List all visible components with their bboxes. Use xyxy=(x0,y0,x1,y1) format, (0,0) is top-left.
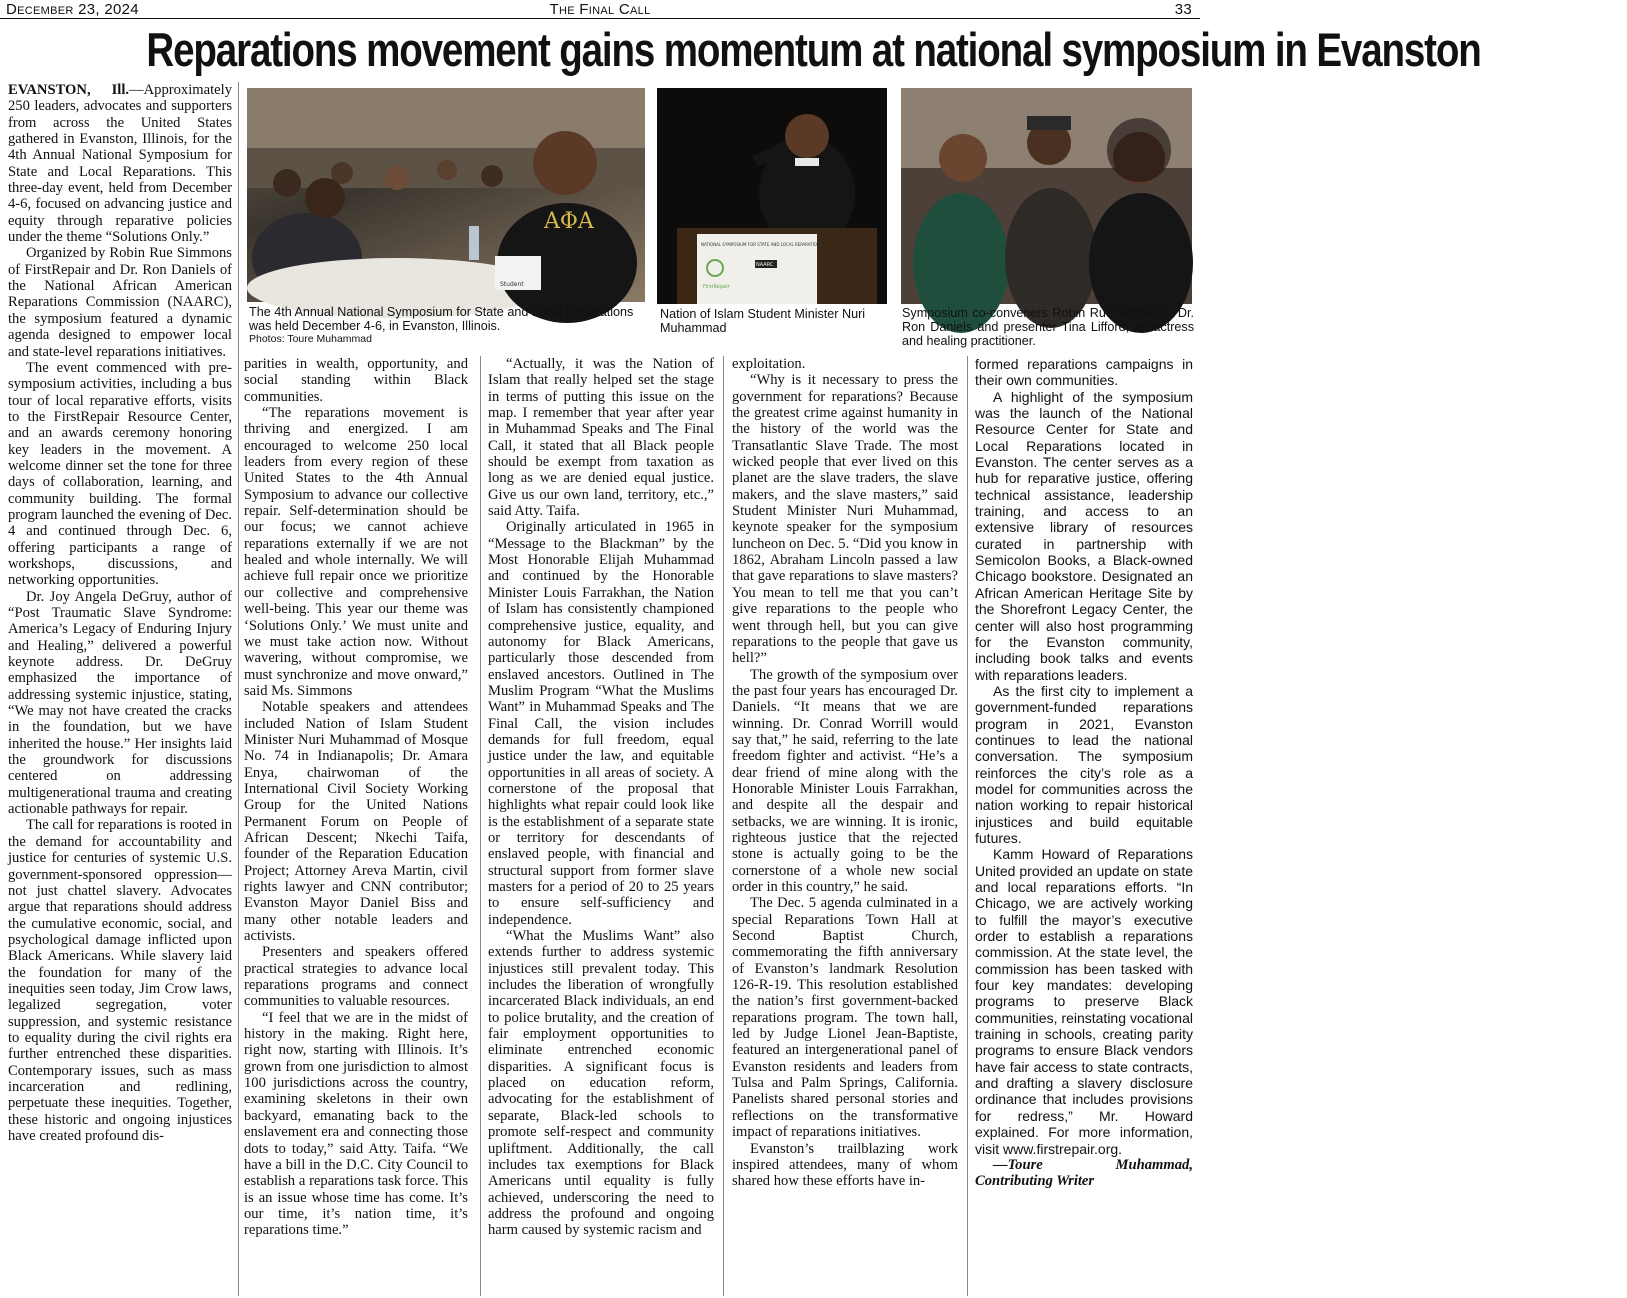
paragraph: As the first city to implement a government-funded reparations program in 2021, Evanston continues to lead the national conversation. The symposium reinforces the city’s role as a model for communities across the nation working to repair historical injustices and build equitable futures. xyxy=(975,682,1193,846)
paragraph: “Actually, it was the Nation of Islam that really helped set the stage in terms of putting this issue on the map. I remember that year after year in Muhammad Speaks and The Final Call, it stated that all Black people should be exempt from taxation as long as we are denied equal justice. Give us our own land, territory, etc.,” said Atty. Taifa. xyxy=(488,356,714,520)
issue-date: December 23, 2024 xyxy=(6,1,139,18)
column-rule xyxy=(480,356,481,1296)
paragraph: Evanston’s trailblazing work inspired attendees, many of whom shared how these efforts have in- xyxy=(732,1140,958,1190)
article-column-2 xyxy=(244,356,468,1296)
caption-text-1: The 4th Annual National Symposium for State and Local Reparations was held December 4-6, in Evanston, Illinois. xyxy=(249,305,634,333)
article-column-5 xyxy=(975,356,1193,1296)
paragraph: exploitation. xyxy=(732,356,806,372)
headline-text: Reparations movement gains momentum at national symposium in Evanston xyxy=(146,23,1481,76)
podium-logo2-text: NAARC xyxy=(756,262,774,268)
paragraph: The growth of the symposium over the past four years has encouraged Dr. Daniels. “It means that we are winning. Dr. Conrad Worrill would say that,” he said, referring to the late freedom fighter and activist. “He’s a dear friend of mine along with the Honorable Minister Louis Farrakhan, and despite all the despair and setbacks, we are winning. It is ironic, righteous justice that the rejected stone is actually going to be the cornerstone of a whole new social order in this country,” he said. xyxy=(732,666,958,895)
article-column-3 xyxy=(488,356,714,1296)
paragraph: “I feel that we are in the midst of history in the making. Right here, right now, starting with Illinois. It’s grown from one jurisdiction to almost 100 jurisdictions across the country, examining skeletons in their own backyard, emanating back to the enslavement era and connecting those dots to today,” said Atty. Taifa. “We have a bill in the D.C. City Council to establish a reparations task force. This is an issue whose time has come. It’s our time, it’s nation time, it’s reparations time.” xyxy=(244,1009,468,1239)
photo-nuri-muhammad xyxy=(657,88,887,304)
photo-caption-2: Nation of Islam Student Minister Nuri Muhammad xyxy=(660,307,866,335)
photo-caption-1 xyxy=(249,305,645,345)
shirt-lettering: ΑΦΑ xyxy=(544,209,594,234)
photo-symposium-audience xyxy=(247,88,645,302)
column-rule xyxy=(723,356,724,1296)
paragraph: formed reparations campaigns in their own communities. xyxy=(975,356,1193,389)
headline xyxy=(0,21,1481,79)
paragraph: Kamm Howard of Reparations United provided an update on state and local reparations efforts. “In Chicago, we are actively working to fulfill the mayor’s executive order to establish a reparations commission. At the state level, the commission has been tasked with four key mandates: developing programs to preserve Black communities, reinstating vocational training in schools, creating parity programs to ensure Black vendors have fair access to state contracts, and drafting a slavery disclosure ordinance that includes provisions for redress,” Mr. Howard explained. For more information, visit www.firstrepair.org. xyxy=(975,846,1193,1157)
paragraph: The event commenced with pre-symposium activities, including a bus tour of local reparative efforts, visits to the FirstRepair Resource Center, and an awards ceremony honoring key leaders in the movement. A welcome dinner set the tone for three days of collaboration, learning, and community building. The formal program launched the evening of Dec. 4 and continued through Dec. 6, offering participants a range of workshops, discussions, and networking opportunities. xyxy=(8,359,232,589)
photo-symposium-audience-illustration xyxy=(247,88,645,302)
paragraph: Originally articulated in 1965 in “Message to the Blackman” by the Most Honorable Elijah Muhammad and continued by the Honorable Minister Louis Farrakhan, the Nation of Islam has consistently championed comprehensive justice, equality, and autonomy for Black Americans, particularly those descended from enslaved ancestors. Outlined in The Muslim Program “What the Muslims Want” in Muhammad Speaks and The Final Call, the vision includes demands for full freedom, equal justice under the law, and equitable opportunities in all areas of society. A cornerstone of the proposal that highlights what repair could look like is the establishment of a separate state or territory for descendants of enslaved people, with financial and structural support from former slave masters for a period of 20 to 25 years to ensure self-sufficiency and independence. xyxy=(488,519,714,928)
paragraph: Notable speakers and attendees included Nation of Islam Student Minister Nuri Muhammad of Mosque No. 74 in Indianapolis; Dr. Amara Enya, chairwoman of the International Civil Society Working Group for the United Nations Permanent Forum on People of African Descent; Nkechi Taifa, founder of the Reparation Education Project; Attorney Areva Martin, civil rights lawyer and CNN contributor; Evanston Mayor Daniel Biss and many other notable leaders and activists. xyxy=(244,699,468,945)
photo-caption-3: Symposium co-conveners Robin Rue Simmons, Dr. Ron Daniels and presenter Tina Lifford, an actress and healing practitioner. xyxy=(902,306,1194,348)
paragraph: “What the Muslims Want” also extends further to address systemic injustices still prevalent today. This includes the liberation of wrongfully incarcerated Black individuals, an end to police brutality, and the creation of fair employment opportunities to eliminate entrenched economic disparities. A significant focus is placed on education reform, advocating for the establishment of separate, Black-led schools to promote self-respect and community upliftment. Additionally, the call includes tax exemptions for Black Americans until equality is fully achieved, underscoring the need to address the profound and ongoing harm caused by systemic racism and xyxy=(488,928,714,1239)
paragraph: “The reparations movement is thriving and energized. I am encouraged to welcome 250 local leaders from every region of these United States to the 4th Annual Symposium to advance our collective repair. Self-determination should be our focus; we cannot achieve reparations externally if we are not healed and whole internally. We will achieve full repair once we prioritize our collective and comprehensive well-being. This year our theme was ‘Solutions Only.’ We must unite and we must take action now. Without wavering, without compromise, we must synchronize and move onward,” said Ms. Simmons xyxy=(244,405,468,699)
column-rule xyxy=(238,82,239,1296)
article-column-4 xyxy=(732,356,958,1296)
table-card-text: Student xyxy=(500,281,524,288)
dateline: EVANSTON, Ill. xyxy=(8,82,130,98)
podium-logo-text: FirstRepair xyxy=(703,284,730,290)
publication-name: The Final Call xyxy=(549,1,651,18)
photo-co-conveners xyxy=(901,88,1192,304)
podium-banner-text: NATIONAL SYMPOSIUM FOR STATE AND LOCAL REPARATIONS xyxy=(701,242,823,247)
byline: —Toure Muhammad, Contributing Writer xyxy=(975,1156,1193,1190)
article-column-1 xyxy=(8,82,232,1296)
paragraph: Dr. Joy Angela DeGruy, author of “Post Traumatic Slave Syndrome: America’s Legacy of Enduring Injury and Healing,” delivered a powerful keynote address. Dr. DeGruy emphasized the importance of addressing systemic injustice, stating, “We may not have created the cracks in the foundation, but we have inherited the house.” Her insights laid the groundwork for discussions centered on addressing multigenerational trauma and creating actionable pathways for repair. xyxy=(8,588,232,818)
photo-nuri-muhammad-illustration xyxy=(657,88,887,304)
paragraph: Presenters and speakers offered practical strategies to advance local reparations programs and connect communities to valuable resources. xyxy=(244,944,468,1010)
photo-co-conveners-illustration xyxy=(901,88,1192,304)
photo-credit: Photos: Toure Muhammad xyxy=(249,333,372,345)
paragraph: The Dec. 5 agenda culminated in a special Reparations Town Hall at Second Baptist Church, commemorating the fifth anniversary of Evanston’s landmark Resolution 126-R-19. This resolution established the nation’s first government-backed reparations program. The town hall, led by Judge Lionel Jean-Baptiste, featured an intergenerational panel of Evanston residents and leaders from Tulsa and Palm Springs, California. Panelists shared personal stories and reflections on the transformative impact of reparations initiatives. xyxy=(732,895,958,1141)
paragraph: EVANSTON, Ill.—Approximately 250 leaders, advocates and supporters from across the United States gathered in Evanston, Illinois, for the 4th Annual National Symposium for State and Local Reparations. This three-day event, held from December 4-6, focused on advancing justice and equity through reparative policies under the theme “Solutions Only.” xyxy=(8,82,232,246)
paragraph: Organized by Robin Rue Simmons of FirstRepair and Dr. Ron Daniels of the National African American Reparations Commission (NAARC), the symposium featured a dynamic agenda designed to empower local and state-level reparations initiatives. xyxy=(8,245,232,360)
paragraph: A highlight of the symposium was the launch of the National Resource Center for State and Local Reparations located in Evanston. The center serves as a hub for reparative justice, offering technical assistance, leadership training, and access to an extensive library of resources curated in partnership with Semicolon Books, a Black-owned Chicago bookstore. Designated an African American Heritage Site by the Shorefront Legacy Center, the center will also host programming for the Evanston community, including book talks and events with reparations leaders. xyxy=(975,388,1193,683)
page-number: 33 xyxy=(1174,1,1192,18)
paragraph: The call for reparations is rooted in the demand for accountability and justice for centuries of systemic U.S. government-sponsored oppression—not just chattel slavery. Advocates argue that reparations should address the cumulative economic, social, and psychological damage inflicted upon Black Americans. While slavery laid the foundation for many of the inequities seen today, Jim Crow laws, legalized segregation, voter suppression, and systemic resistance to equality during the civil rights era further entrenched these disparities. Contemporary issues, such as mass incarceration and redlining, perpetuate these inequities. Together, these historic and ongoing injustices have created profound dis- xyxy=(8,817,232,1144)
page-header xyxy=(0,0,1200,19)
paragraph: parities in wealth, opportunity, and social standing within Black communities. xyxy=(244,356,468,405)
paragraph: “Why is it necessary to press the government for reparations? Because the greatest crime against humanity in the history of the world was the Transatlantic Slave Trade. The most wicked people that ever lived on this planet are the slave traders, the slave makers, and the slave masters,” said Student Minister Nuri Muhammad, keynote speaker for the symposium luncheon on Dec. 5. “Did you know in 1862, Abraham Lincoln passed a law that gave reparations to slave masters? You mean to tell me that you can’t give reparations to the people who went through hell, but you can give reparations to the people that gave us hell?” xyxy=(732,372,958,667)
column-rule xyxy=(967,356,968,1296)
